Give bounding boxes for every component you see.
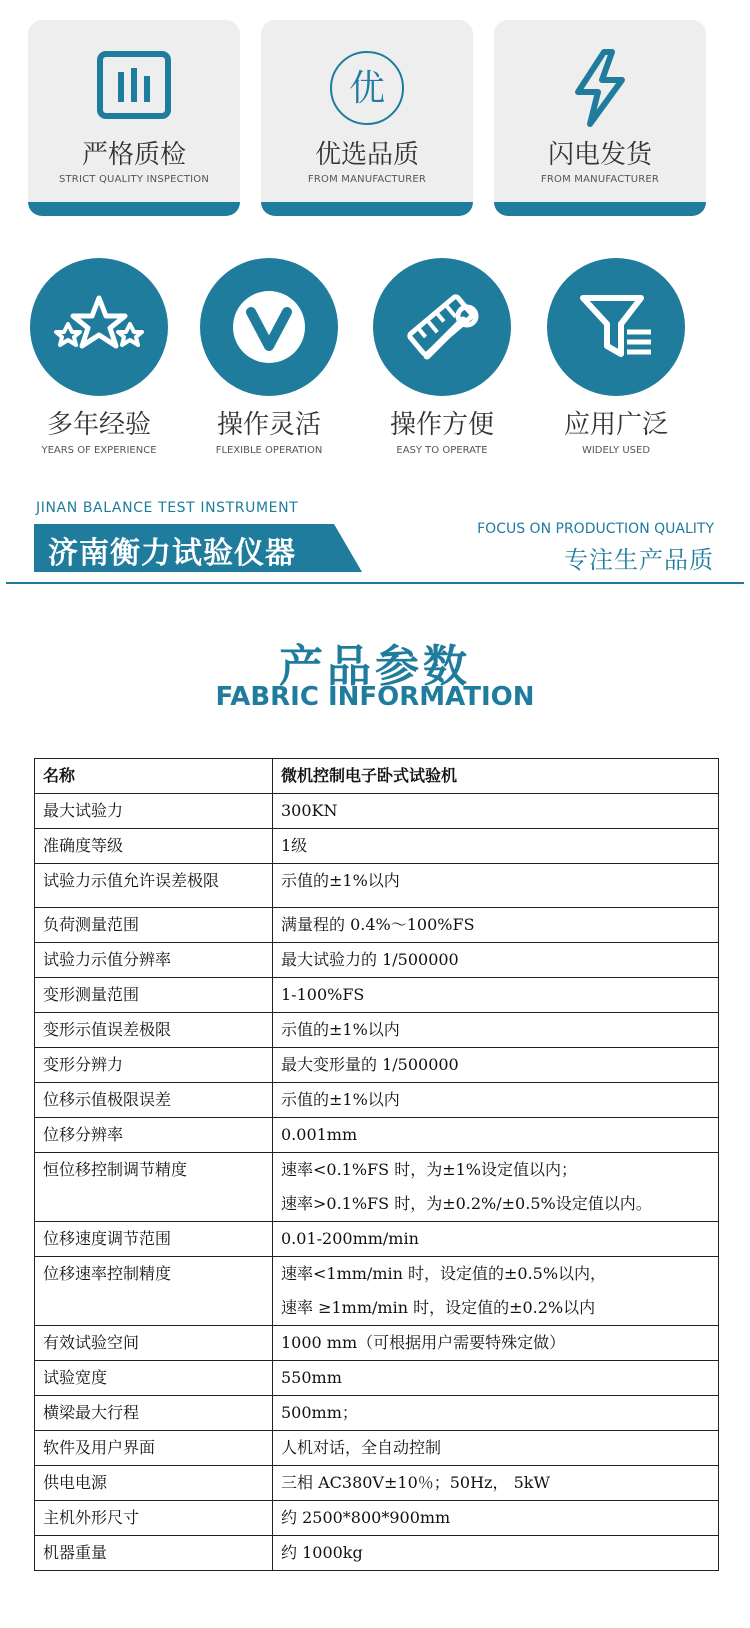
funnel-icon [571,282,661,372]
table-header-key: 名称 [35,759,273,794]
param-value-line: 三相 AC380V±10％；50Hz， 5kW [281,1473,550,1492]
param-value-line: 速率<1mm/min 时，设定值的±0.5%以内， [281,1264,607,1283]
param-value-line: 约 1000kg [281,1543,363,1562]
focus-slogan-en: FOCUS ON PRODUCTION QUALITY [477,521,714,537]
param-value [273,1361,719,1396]
card-subtitle: FROM MANUFACTURER [540,174,660,185]
param-name: 位移速率控制精度 [35,1257,273,1326]
param-value [273,1326,719,1361]
param-name: 软件及用户界面 [35,1431,273,1466]
param-value-line: 1级 [281,836,308,855]
table-row [35,1118,719,1153]
param-value-line: 0.001mm [281,1125,358,1144]
table-row [35,1431,719,1466]
focus-slogan-cn: 专注生产品质 [564,546,714,574]
card-strict-inspection [28,20,240,216]
param-name: 变形测量范围 [35,978,273,1013]
company-name-cn: 济南衡力试验仪器 [48,536,296,571]
param-value-line: 满量程的 0.4%～100%FS [281,915,475,934]
feature-subtitle: YEARS OF EXPERIENCE [41,445,157,456]
feature-circle [200,258,338,396]
param-name: 主机外形尺寸 [35,1501,273,1536]
param-value-line: 500mm； [281,1403,358,1422]
param-name: 机器重量 [35,1536,273,1571]
param-value [273,908,719,943]
lightning-icon [560,48,640,128]
section-title-en: FABRIC INFORMATION [215,682,535,712]
param-name: 供电电源 [35,1466,273,1501]
feature-flexible [184,258,354,468]
table-header-value: 微机控制电子卧式试验机 [273,759,719,794]
param-value-line: 最大试验力的 1/500000 [281,950,459,969]
feature-circle [30,258,168,396]
table-row [35,1466,719,1501]
table-row [35,1257,719,1326]
table-row [35,1048,719,1083]
banner-divider [6,582,744,584]
param-value-line: 速率>0.1%FS 时，为±0.2%/±0.5%设定值以内。 [281,1194,652,1213]
param-value [273,1431,719,1466]
card-subtitle: FROM MANUFACTURER [307,174,427,185]
table-row [35,1326,719,1361]
card-subtitle: STRICT QUALITY INSPECTION [58,174,210,185]
feature-subtitle: WIDELY USED [581,445,651,456]
table-row [35,978,719,1013]
highlight-cards [28,20,722,216]
param-value [273,1153,719,1222]
card-accent-bar [261,202,473,216]
param-name: 最大试验力 [35,794,273,829]
company-name-en: JINAN BALANCE TEST INSTRUMENT [36,500,299,516]
param-value-line: 1000 mm（可根据用户需要特殊定做） [281,1333,566,1352]
param-value [273,1048,719,1083]
ruler-wrench-icon [397,282,487,372]
param-value [273,829,719,864]
param-value [273,1466,719,1501]
bar-chart-icon [94,48,174,128]
param-name: 准确度等级 [35,829,273,864]
param-value [273,864,719,908]
feature-title: 操作灵活 [216,410,321,440]
premium-badge-icon [327,48,407,128]
param-name: 位移分辨率 [35,1118,273,1153]
table-row [35,864,719,908]
feature-title: 多年经验 [46,410,151,440]
param-value-line: 550mm [281,1368,342,1387]
param-name: 试验力示值允许误差极限 [35,864,273,908]
table-row [35,1083,719,1118]
card-title: 闪电发货 [547,140,652,170]
table-row [35,908,719,943]
table-row [35,829,719,864]
param-name: 恒位移控制调节精度 [35,1153,273,1222]
table-row [35,794,719,829]
param-value-line: 人机对话，全自动控制 [281,1438,442,1457]
feature-easy-operate [357,258,527,468]
param-value-line: 1-100%FS [281,985,365,1004]
table-row [35,1222,719,1257]
table-row [35,943,719,978]
param-value [273,1222,719,1257]
param-value [273,1013,719,1048]
param-value [273,1536,719,1571]
param-value [273,1118,719,1153]
table-row [35,1361,719,1396]
stars-icon [54,282,144,372]
table-header-row [35,759,719,794]
param-name: 负荷测量范围 [35,908,273,943]
card-title: 优选品质 [314,140,419,170]
table-row [35,1153,719,1222]
feature-circle [373,258,511,396]
v-check-icon [224,282,314,372]
feature-title: 操作方便 [389,410,494,440]
param-value-line: 0.01-200mm/min [281,1229,419,1248]
card-title: 严格质检 [81,140,186,170]
param-value-line: 示值的±1%以内 [281,871,400,890]
table-row [35,1396,719,1431]
param-value-line: 示值的±1%以内 [281,1090,400,1109]
premium-badge-glyph: 优 [348,68,386,109]
section-title-cn: 产品参数 [279,641,471,692]
param-name: 位移速度调节范围 [35,1222,273,1257]
param-value [273,1083,719,1118]
parameter-table [34,758,719,1571]
param-name: 有效试验空间 [35,1326,273,1361]
param-name: 位移示值极限误差 [35,1083,273,1118]
param-name: 横梁最大行程 [35,1396,273,1431]
param-name: 试验力示值分辨率 [35,943,273,978]
feature-subtitle: EASY TO OPERATE [396,445,488,456]
card-accent-bar [494,202,706,216]
param-value [273,978,719,1013]
feature-experience [14,258,184,468]
card-premium-quality [261,20,473,216]
param-value [273,1501,719,1536]
param-name: 变形分辨力 [35,1048,273,1083]
table-row [35,1536,719,1571]
feature-subtitle: FLEXIBLE OPERATION [215,445,323,456]
param-value-line: 最大变形量的 1/500000 [281,1055,459,1074]
param-value-line: 300KN [281,801,338,820]
param-value-line: 约 2500*800*900mm [281,1508,451,1527]
feature-title: 应用广泛 [563,410,668,440]
param-value [273,1257,719,1326]
feature-widely-used [531,258,701,468]
table-row [35,1013,719,1048]
feature-circle [547,258,685,396]
param-value-line: 速率 ≥1mm/min 时，设定值的±0.2%以内 [281,1298,596,1317]
param-value-line: 速率<0.1%FS 时，为±1%设定值以内； [281,1160,577,1179]
param-value [273,943,719,978]
card-accent-bar [28,202,240,216]
param-value-line: 示值的±1%以内 [281,1020,400,1039]
card-fast-delivery [494,20,706,216]
table-row [35,1501,719,1536]
feature-icons [0,258,750,468]
param-name: 变形示值误差极限 [35,1013,273,1048]
param-name: 试验宽度 [35,1361,273,1396]
param-value [273,1396,719,1431]
company-banner [0,498,750,590]
param-value [273,794,719,829]
